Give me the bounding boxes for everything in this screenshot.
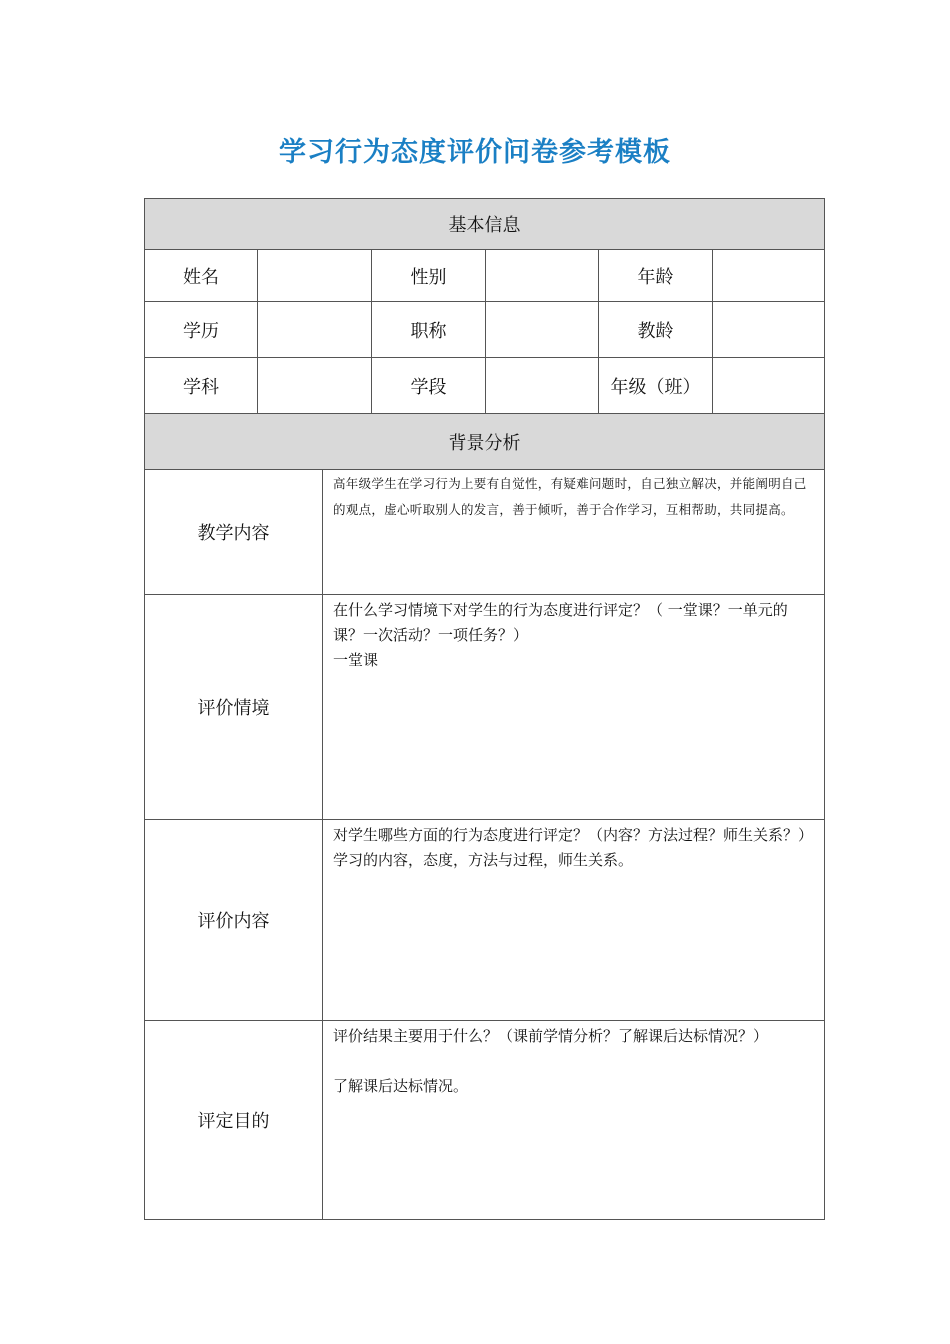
spacer xyxy=(333,1049,816,1074)
eval-content-row xyxy=(145,820,824,1021)
name-field[interactable] xyxy=(258,250,372,301)
teaching-years-field[interactable] xyxy=(713,302,824,357)
subject-field[interactable] xyxy=(258,358,372,413)
grade-class-field[interactable] xyxy=(713,358,824,413)
age-label: 年龄 xyxy=(599,250,713,301)
grade-class-label: 年级（班） xyxy=(599,358,713,413)
section-header-basic-info: 基本信息 xyxy=(145,199,824,250)
eval-context-label: 评价情境 xyxy=(145,595,323,819)
eval-purpose-cell xyxy=(323,1021,824,1219)
eval-content-cell xyxy=(323,820,824,1020)
page-title: 学习行为态度评价问卷参考模板 xyxy=(279,137,671,168)
education-field[interactable] xyxy=(258,302,372,357)
eval-content-label: 评价内容 xyxy=(145,820,323,1020)
eval-content-question: 对学生哪些方面的行为态度进行评定？（内容？方法过程？师生关系？） xyxy=(333,826,814,844)
info-row xyxy=(145,250,824,302)
gender-field[interactable] xyxy=(486,250,599,301)
gender-label: 性别 xyxy=(372,250,486,301)
info-row xyxy=(145,302,824,358)
eval-purpose-answer[interactable]: 了解课后达标情况。 xyxy=(333,1077,469,1095)
teaching-years-label: 教龄 xyxy=(599,302,713,357)
education-label: 学历 xyxy=(145,302,258,357)
eval-context-cell xyxy=(323,595,824,819)
eval-context-question: 在什么学习情境下对学生的行为态度进行评定？（ 一堂课？一单元的课？一次活动？一项任务？） xyxy=(333,601,788,644)
teaching-content-row xyxy=(145,470,824,595)
eval-context-row xyxy=(145,595,824,820)
eval-purpose-label: 评定目的 xyxy=(145,1021,323,1219)
school-stage-label: 学段 xyxy=(372,358,486,413)
teaching-content-label: 教学内容 xyxy=(145,470,323,594)
section-header-background: 背景分析 xyxy=(145,414,824,470)
info-row xyxy=(145,358,824,414)
evaluation-form xyxy=(144,198,825,1220)
name-label: 姓名 xyxy=(145,250,258,301)
title-rank-field[interactable] xyxy=(486,302,599,357)
subject-label: 学科 xyxy=(145,358,258,413)
eval-purpose-row xyxy=(145,1021,824,1219)
title-rank-label: 职称 xyxy=(372,302,486,357)
school-stage-field[interactable] xyxy=(486,358,599,413)
eval-content-answer[interactable]: 学习的内容，态度，方法与过程，师生关系。 xyxy=(333,851,634,869)
teaching-content-text: 高年级学生在学习行为上要有自觉性，有疑难问题时，自己独立解决，并能阐明自己的观点，虚心听取别人的发言，善于倾听，善于合作学习，互相帮助，共同提高。 xyxy=(333,476,807,517)
eval-context-answer[interactable]: 一堂课 xyxy=(333,651,379,669)
age-field[interactable] xyxy=(713,250,824,301)
eval-purpose-question: 评价结果主要用于什么？（课前学情分析？了解课后达标情况？） xyxy=(333,1027,769,1045)
